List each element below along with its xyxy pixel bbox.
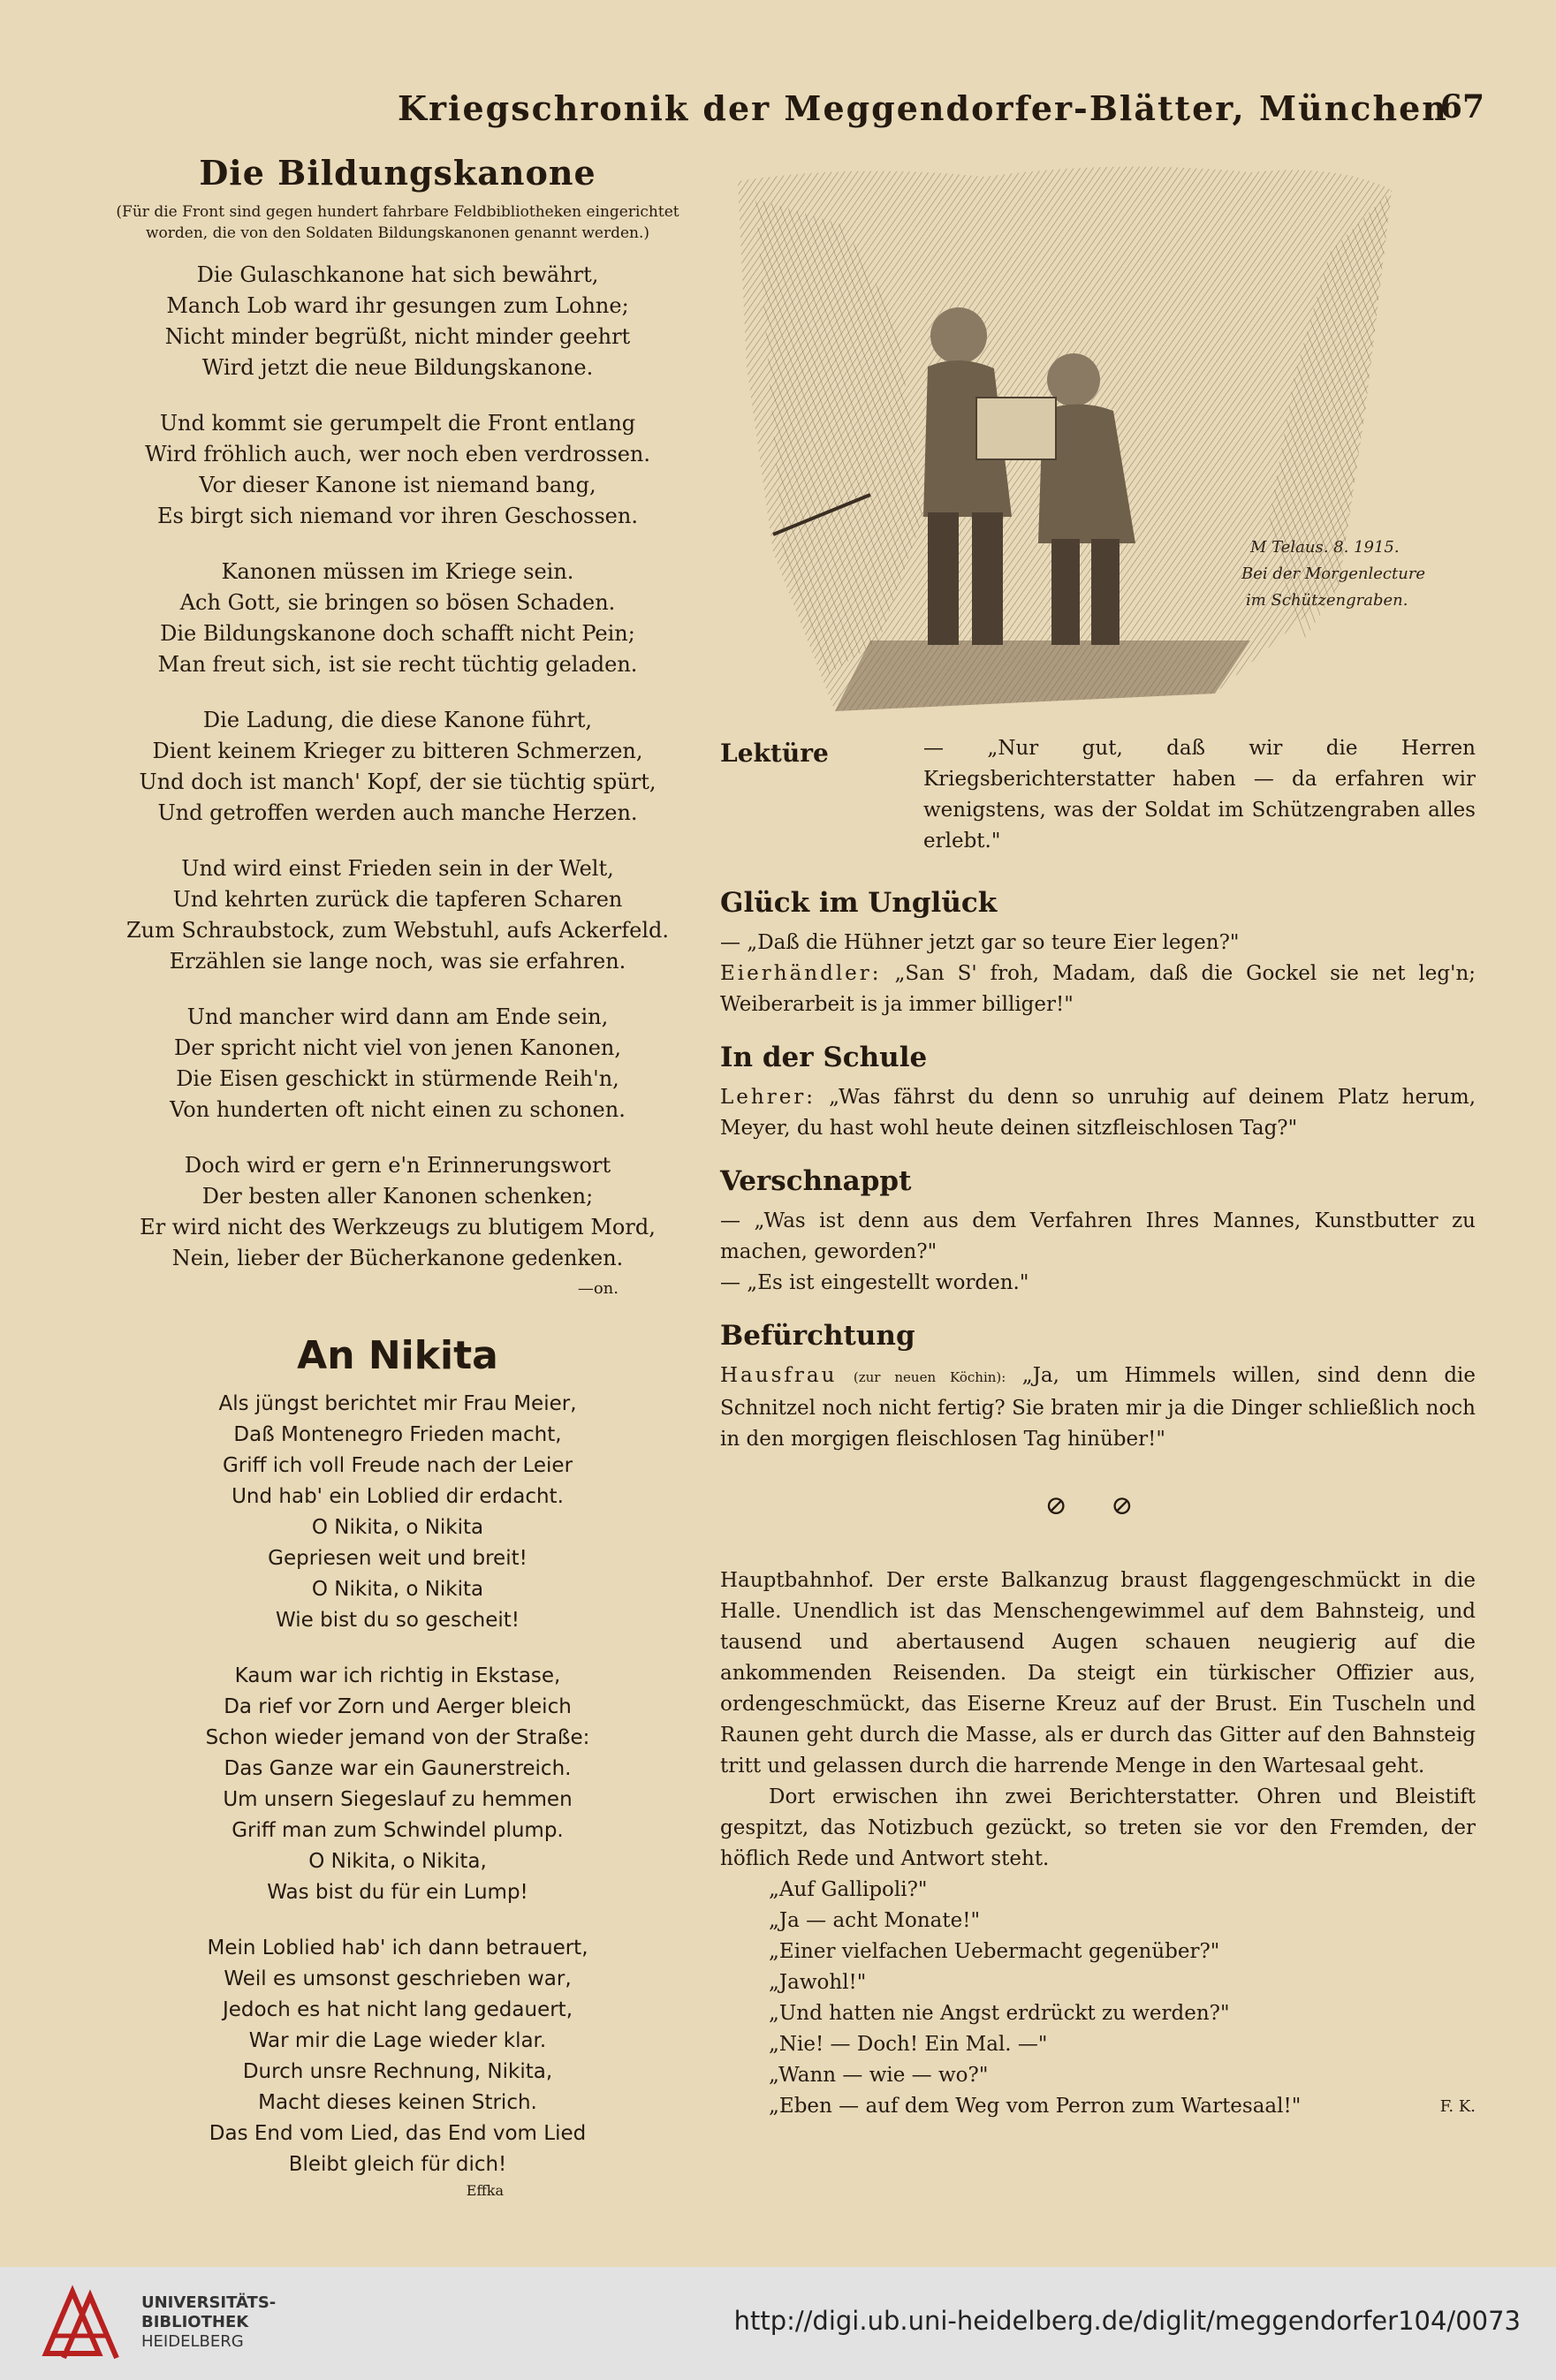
befuerchtung-text: [720, 1361, 1476, 1455]
verse-line: Man freut sich, ist sie recht tüchtig geladen.: [157, 652, 638, 677]
illustration-caption: [720, 733, 1476, 866]
library-name-line2: BIBLIOTHEK: [141, 2313, 249, 2331]
verse-line: Und getroffen werden auch manche Herzen.: [157, 800, 638, 825]
stanza: [106, 408, 689, 532]
verse-line: Zum Schraubstock, zum Webstuhl, aufs Ackerfeld.: [125, 918, 670, 943]
dialog-line: [720, 1937, 1476, 1967]
verse-line: Dient keinem Krieger zu bitteren Schmerzen,: [152, 739, 643, 763]
dialog-text: „Und hatten nie Angst erdrückt zu werden?": [769, 2002, 1230, 2025]
dialog-text: „Auf Gallipoli?": [769, 1878, 928, 1901]
verse-line: Bleibt gleich für dich!: [288, 2153, 507, 2176]
glueck-line1: — „Daß die Hühner jetzt gar so teure Eier legen?": [720, 931, 1240, 954]
left-column: [106, 146, 689, 2199]
dialog-text: „Wann — wie — wo?": [769, 2064, 989, 2087]
befuerchtung-quote: „Ja, um Himmels willen, sind denn die Schnitzel noch nicht fertig? Sie braten mir ja die Dinger schließlich noch in den morgigen fleischlosen Tag hinüber!": [720, 1364, 1476, 1451]
verse-line: Manch Lob ward ihr gesungen zum Lohne;: [166, 293, 629, 318]
heading-verschnappt: Verschnappt: [720, 1165, 912, 1197]
verse-line: Vor dieser Kanone ist niemand bang,: [199, 473, 596, 497]
verschnappt-line2: — „Es ist eingestellt worden.": [720, 1271, 1029, 1294]
newspaper: [976, 398, 1056, 459]
glueck-reply: „San S' froh, Madam, daß die Gockel sie net leg'n; Weiberarbeit is ja immer billiger!": [720, 962, 1476, 1016]
stanza: [106, 1389, 689, 1636]
verse-line: Das End vom Lied, das End vom Lied: [209, 2122, 587, 2145]
poem-title-bildungskanone: Die Bildungskanone: [199, 153, 596, 193]
verse-line: Um unsern Siegeslauf zu hemmen: [223, 1788, 573, 1811]
source-url-link[interactable]: http://digi.ub.uni-heidelberg.de/diglit/meggendorfer104/0073: [733, 2306, 1521, 2336]
dialog-line: [720, 1967, 1476, 1998]
verse-line: Ach Gott, sie bringen so bösen Schaden.: [179, 590, 616, 615]
verse-line: Griff man zum Schwindel plump.: [232, 1819, 564, 1842]
speaker-hausfrau: Hausfrau: [720, 1364, 838, 1387]
verse-line: Die Gulaschkanone hat sich bewährt,: [196, 262, 599, 287]
verse-line: Nicht minder begrüßt, nicht minder geehrt: [164, 324, 631, 349]
section-ornament: ⊘ ⊘: [1044, 1490, 1151, 1521]
library-footer: [0, 2267, 1556, 2380]
poem-title-nikita: An Nikita: [297, 1333, 498, 1378]
verse-line: Da rief vor Zorn und Aerger bleich: [224, 1695, 572, 1718]
verse-line: Daß Montenegro Frieden macht,: [233, 1423, 562, 1446]
dialog-line: [720, 2060, 1476, 2091]
stanza: [106, 1150, 689, 1274]
right-column: [720, 146, 1476, 2122]
stage-direction: (zur neuen Köchin):: [853, 1369, 1006, 1385]
stanza: [106, 705, 689, 829]
heading-glueck: Glück im Unglück: [720, 887, 998, 919]
trench-drawing: [720, 146, 1476, 733]
library-name-line3: HEIDELBERG: [141, 2332, 244, 2351]
verse-line: Von hunderten oft nicht einen zu schonen.: [170, 1097, 626, 1122]
heading-schule: In der Schule: [720, 1042, 928, 1073]
verse-line: Wird fröhlich auch, wer noch eben verdrossen.: [144, 442, 651, 466]
verse-line: Weil es umsonst geschrieben war,: [224, 1967, 572, 1990]
bahnhof-para1: Hauptbahnhof. Der erste Balkanzug braust flaggengeschmückt in die Halle. Unendlich ist das Menschengewimmel auf dem Bahnsteig, und tausend und abertausend Augen schauen neugierig auf die ankommenden Reisenden. Da steigt ein türkischer Offizier aus, ordengeschmückt, das Eiserne Kreuz auf der Brust. Ein Tuscheln und Raunen geht durch die Masse, als er durch das Gitter auf den Bahnsteig tritt und gelassen durch die harrende Menge in den Wartesaal geht.: [720, 1569, 1476, 1777]
trench-illustration: [720, 146, 1476, 733]
speaker-eierhaendler: Eierhändler:: [720, 962, 882, 985]
verse-line: Das Ganze war ein Gaunerstreich.: [224, 1757, 572, 1780]
speaker-lehrer: Lehrer:: [720, 1086, 816, 1109]
page-header: [106, 88, 1484, 133]
verse-line: Er wird nicht des Werkzeugs zu blutigem Mord,: [140, 1215, 656, 1239]
handwritten-note-1: M Telaus. 8. 1915.: [1250, 538, 1400, 557]
bahnhof-para2: Dort erwischen ihn zwei Berichterstatter. Ohren und Bleistift gespitzt, das Notizbuch gezückt, so treten sie vor den Fremden, der höflich Rede und Antwort steht.: [720, 1785, 1476, 1870]
stanza: [106, 260, 689, 383]
schule-text: [720, 1082, 1476, 1144]
verse-line: Jedoch es hat nicht lang gedauert,: [222, 1998, 573, 2021]
handwritten-note-3: im Schützengraben.: [1246, 591, 1408, 610]
verse-line: Der besten aller Kanonen schenken;: [201, 1184, 594, 1209]
verse-line: Kanonen müssen im Kriege sein.: [221, 559, 574, 584]
verse-line: Der spricht nicht viel von jenen Kanonen,: [174, 1035, 621, 1060]
bahnhof-signature: F. K.: [1439, 2097, 1476, 2116]
verse-line: War mir die Lage wieder klar.: [248, 2029, 547, 2052]
verse-line: Doch wird er gern e'n Erinnerungswort: [184, 1153, 611, 1178]
library-name: [141, 2293, 276, 2352]
dialog-line: [720, 2091, 1476, 2122]
dialog-line: [720, 1906, 1476, 1937]
stanza: [106, 853, 689, 977]
dialog-text: „Jawohl!": [769, 1971, 867, 1994]
stanza: [106, 1661, 689, 1908]
verse-line: Durch unsre Rechnung, Nikita,: [242, 2060, 553, 2083]
verse-line: Die Bildungskanone doch schafft nicht Pein;: [160, 621, 635, 646]
heading-befuerchtung: Befürchtung: [720, 1320, 915, 1352]
verse-line: Erzählen sie lange noch, was sie erfahren.: [169, 949, 626, 974]
poem-bildungskanone: [106, 260, 689, 1274]
verse-line: Und wird einst Frieden sein in der Welt,: [181, 856, 614, 881]
verse-line: O Nikita, o Nikita,: [308, 1850, 487, 1873]
glueck-line2: [720, 959, 1476, 1020]
poem-nikita: [106, 1389, 689, 2180]
stanza: [106, 1002, 689, 1126]
running-title: Kriegschronik der Meggendorfer-Blätter, München: [398, 88, 1448, 128]
poem-subnote: (Für die Front sind gegen hundert fahrbare Feldbibliotheken eingerichtet worden, die von den Soldaten Bildungskanonen genannt werden.): [116, 203, 679, 242]
dialog-line: [720, 1875, 1476, 1906]
verse-line: Mein Loblied hab' ich dann betrauert,: [207, 1937, 588, 1959]
verse-line: Kaum war ich richtig in Ekstase,: [234, 1664, 561, 1687]
dialog-line: [720, 1998, 1476, 2029]
verse-line: Griff ich voll Freude nach der Leier: [222, 1454, 573, 1477]
dialog-line: [720, 2029, 1476, 2060]
library-logo-icon: [37, 2283, 125, 2364]
dialog-text: „Einer vielfachen Uebermacht gegenüber?": [769, 1940, 1220, 1963]
library-name-line1: UNIVERSITÄTS-: [141, 2293, 277, 2312]
poem-nikita-signature: Effka: [466, 2182, 504, 2199]
verse-line: Gepriesen weit und breit!: [268, 1547, 528, 1570]
verse-line: Macht dieses keinen Strich.: [258, 2091, 537, 2114]
page-number: 67: [1439, 88, 1484, 125]
verse-line: Nein, lieber der Bücherkanone gedenken.: [171, 1246, 624, 1270]
verse-line: O Nikita, o Nikita: [311, 1516, 484, 1539]
verse-line: Was bist du für ein Lump!: [267, 1881, 528, 1904]
dialog-text: „Ja — acht Monate!": [769, 1909, 981, 1932]
verse-line: Die Ladung, die diese Kanone führt,: [202, 708, 593, 732]
verse-line: Es birgt sich niemand vor ihren Geschossen.: [157, 504, 638, 528]
caption-text: — „Nur gut, daß wir die Herren Kriegsberichterstatter haben — da erfahren wir wenigstens, was der Soldat im Schützengraben alles erlebt.": [923, 737, 1476, 853]
verse-line: Wird jetzt die neue Bildungskanone.: [201, 355, 594, 380]
handwritten-note-2: Bei der Morgenlecture: [1241, 565, 1426, 583]
caption-label: Lektüre: [720, 739, 829, 768]
verse-line: Und hab' ein Loblied dir erdacht.: [232, 1485, 564, 1508]
stanza: [106, 557, 689, 680]
poem-signature: —on.: [577, 1279, 619, 1298]
bahnhof-dialog: [720, 1875, 1476, 2122]
dialog-text: „Nie! — Doch! Ein Mal. —": [769, 2033, 1048, 2056]
verse-line: Wie bist du so gescheit!: [276, 1609, 520, 1632]
verse-line: Und mancher wird dann am Ende sein,: [186, 1004, 609, 1029]
dialog-text: „Eben — auf dem Weg vom Perron zum Wartesaal!": [769, 2095, 1302, 2118]
verse-line: Und kehrten zurück die tapferen Scharen: [172, 887, 623, 912]
verse-line: Die Eisen geschickt in stürmende Reih'n,: [176, 1066, 619, 1091]
verse-line: O Nikita, o Nikita: [311, 1578, 484, 1601]
verse-line: Schon wieder jemand von der Straße:: [205, 1726, 590, 1749]
verse-line: Und doch ist manch' Kopf, der sie tüchtig spürt,: [139, 769, 657, 794]
verschnappt-line1: — „Was ist denn aus dem Verfahren Ihres Mannes, Kunstbutter zu machen, geworden?": [720, 1209, 1476, 1263]
schule-quote: „Was fährst du denn so unruhig auf deinem Platz herum, Meyer, du hast wohl heute deinen sitzfleischlosen Tag?": [720, 1086, 1476, 1140]
verse-line: Und kommt sie gerumpelt die Front entlang: [159, 411, 636, 436]
stanza: [106, 1933, 689, 2180]
verse-line: Als jüngst berichtet mir Frau Meier,: [218, 1392, 577, 1415]
